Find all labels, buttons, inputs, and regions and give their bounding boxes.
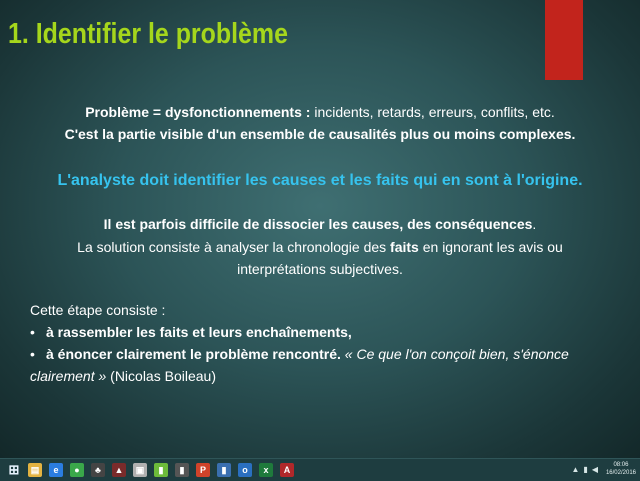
taskbar [0,458,640,481]
bullet-item-1 [30,324,352,340]
app5-icon[interactable]: ▲ [112,463,126,477]
network-icon[interactable]: ▮ [583,464,588,474]
solution-faits: faits [390,239,419,255]
bullet-2-text: à énoncer clairement le problème rencontré. [46,346,341,362]
solution-line [0,239,640,255]
bullet-1-text: à rassembler les faits et leurs enchaînements, [46,324,352,340]
system-tray [571,461,636,477]
solution-line-2: interprétations subjectives. [237,261,403,277]
clock[interactable] [606,461,636,477]
powerpoint-icon[interactable]: P [196,463,210,477]
boileau-author: (Nicolas Boileau) [106,368,216,384]
tray-arrow-icon[interactable]: ▲ [571,464,580,474]
difficulty-text: Il est parfois difficile de dissocier les causes, des conséquences [103,216,533,232]
bullet-dot: • [30,346,35,362]
problem-definition-line [0,104,640,120]
taskbar-apps [21,463,294,477]
start-button-icon[interactable]: ⊞ [8,462,20,477]
red-accent-bar [545,0,583,80]
chrome-icon[interactable]: ● [70,463,84,477]
problem-definition-label: Problème = dysfonctionnements : [85,104,311,120]
clock-date: 16/02/2016 [605,470,636,476]
app8-icon[interactable]: ▮ [175,463,189,477]
app7-icon[interactable]: ▮ [154,463,168,477]
analyst-highlight-line: L'analyste doit identifier les causes et les faits qui en sont à l'origine. [57,172,583,189]
difficulty-period: . [532,216,537,232]
solution-text-a: La solution consiste à analyser la chronologie des [77,239,391,255]
step-intro: Cette étape consiste : [30,302,166,318]
visible-part-line: C'est la partie visible d'un ensemble de causalités plus ou moins complexes. [64,126,576,142]
bullet-item-2 [30,346,569,362]
access-icon[interactable]: A [280,463,294,477]
boileau-quote-end: clairement » [30,368,107,384]
slide-title: 1. Identifier le problème [8,18,288,50]
difficulty-line [0,216,640,232]
excel-icon[interactable]: x [259,463,273,477]
app6-icon[interactable]: ▣ [133,463,147,477]
clock-time: 08:06 [613,462,629,468]
solution-text-b: en ignorant les avis ou [418,239,563,255]
explorer-icon[interactable]: ▤ [28,463,42,477]
outlook-icon[interactable]: o [238,463,252,477]
media-icon[interactable]: ♣ [91,463,105,477]
ie-icon[interactable]: e [49,463,63,477]
bullet-dot: • [30,324,35,340]
problem-definition-list: incidents, retards, erreurs, conflits, etc. [310,104,555,120]
boileau-quote: « Ce que l'on conçoit bien, s'énonce [340,346,569,362]
bullet-item-2-continuation [30,368,216,384]
volume-icon[interactable]: ◀ [591,464,598,474]
app10-icon[interactable]: ▮ [217,463,231,477]
